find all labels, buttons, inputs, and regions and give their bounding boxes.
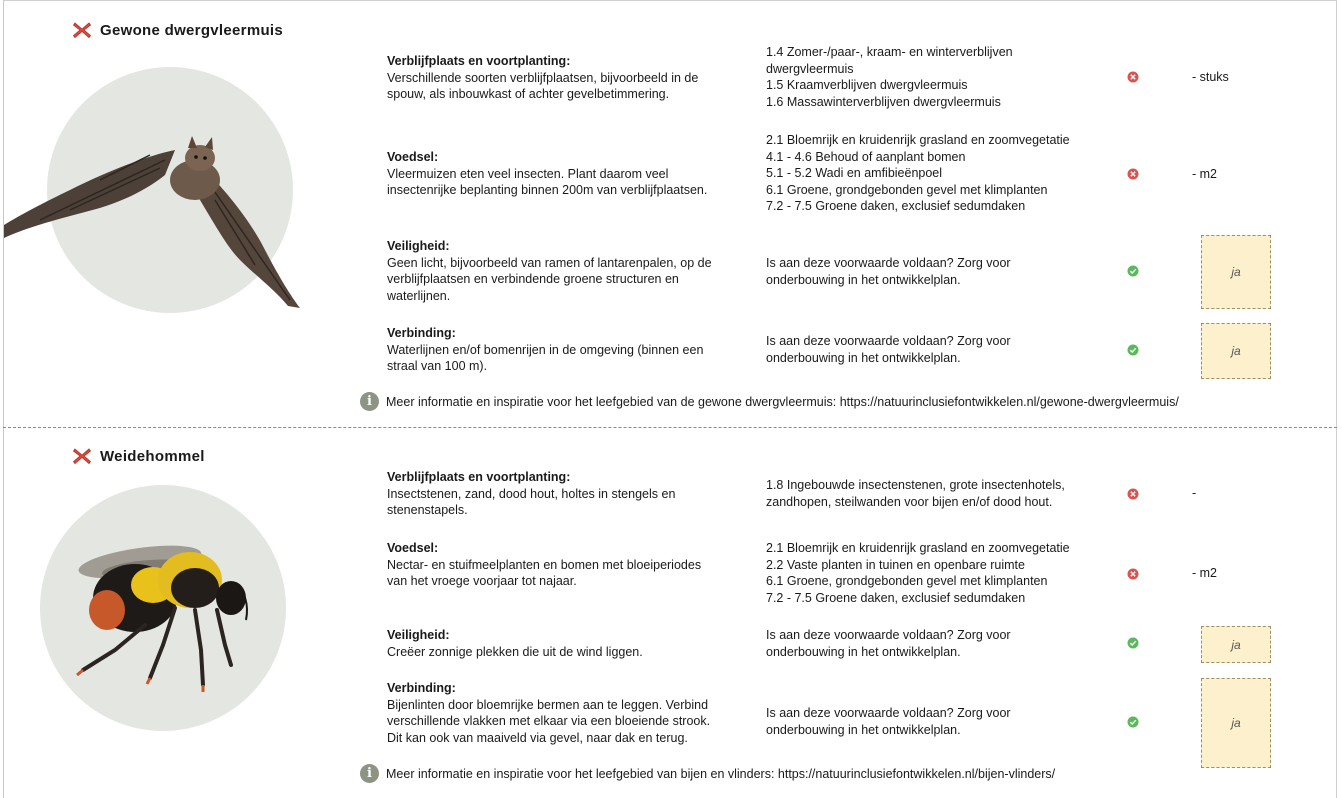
requirement-heading: Verblijfplaats en voortplanting: (387, 470, 571, 484)
requirement-text-line: verblijfplaatsen en verbindende groene structuren en (387, 272, 679, 286)
requirement-text-line: Waterlijnen en/of bomenrijen in de omgeving (binnen een (387, 342, 704, 357)
green-circle-check-icon (1127, 265, 1139, 277)
measure-item: onderbouwing in het ontwikkelplan. (766, 644, 961, 659)
measure-item: 5.1 - 5.2 Wadi en amfibieënpoel (766, 166, 943, 180)
unit-value: - (1192, 486, 1197, 500)
measure-item: zandhopen, steilwanden voor bijen en/of dood hout. (766, 494, 1053, 509)
requirement-text-line: insectenrijke beplanting binnen 200m van verblijfplaatsen. (387, 183, 708, 197)
measure-item: onderbouwing in het ontwikkelplan. (766, 350, 961, 365)
info-line (360, 392, 1179, 411)
red-x-icon (72, 21, 92, 39)
measure-item: Is aan deze voorwaarde voldaan? Zorg voor (766, 706, 1011, 720)
unit-value: - m2 (1192, 167, 1217, 181)
requirement-veiligheid (387, 238, 757, 304)
requirement-text-line: Dit kan ook van maaiveld via gevel, naar dak en terug. (387, 730, 688, 745)
red-circle-x-icon (1127, 568, 1139, 580)
measures-list (766, 255, 1106, 288)
red-circle-x-icon (1127, 71, 1139, 83)
answer-input[interactable]: ja (1201, 626, 1271, 663)
requirement-voedsel (387, 540, 757, 590)
unit-value: - m2 (1192, 566, 1217, 580)
measure-item: 6.1 Groene, grondgebonden gevel met klimplanten (766, 182, 1048, 197)
requirement-text-line: Verschillende soorten verblijfplaatsen, bijvoorbeeld in de (387, 70, 699, 85)
requirement-heading: Veiligheid: (387, 239, 450, 253)
measure-item: onderbouwing in het ontwikkelplan. (766, 722, 961, 737)
measure-item: onderbouwing in het ontwikkelplan. (766, 272, 961, 287)
requirement-text-line: Geen licht, bijvoorbeeld van ramen of lantarenpalen, op de (387, 255, 712, 270)
info-icon: i (360, 764, 379, 783)
green-circle-check-icon (1127, 637, 1139, 649)
measure-item: 1.8 Ingebouwde insectenstenen, grote insectenhotels, (766, 478, 1065, 492)
measure-item: dwergvleermuis (766, 61, 854, 76)
species-section-weidehommel (0, 428, 1342, 798)
requirement-voedsel (387, 149, 757, 199)
requirement-text-line: van het vroege voorjaar tot najaar. (387, 574, 577, 588)
section-title: Weidehommel (100, 447, 205, 465)
requirement-text-line: Bijenlinten door bloemrijke bermen aan te leggen. Verbind (387, 697, 709, 712)
requirement-heading: Verblijfplaats en voortplanting: (387, 54, 571, 68)
green-circle-check-icon (1127, 716, 1139, 728)
requirement-text-line: spouw, als inbouwkast of achter gevelbetimmering. (387, 87, 670, 101)
measure-item: Is aan deze voorwaarde voldaan? Zorg voor (766, 628, 1011, 642)
measures-list (766, 333, 1106, 366)
requirement-heading: Verbinding: (387, 326, 456, 340)
measure-item: 1.6 Massawinterverblijven dwergvleermuis (766, 94, 1001, 109)
info-text[interactable]: Meer informatie en inspiratie voor het leefgebied van de gewone dwergvleermuis: https://natuurinclusiefontwikkelen.nl/gewone-dwergvleermuis/ (386, 394, 1179, 409)
requirement-text-line: verschillende vlakken met elkaar via een bloeiende strook. (387, 714, 711, 728)
answer-input[interactable]: ja (1201, 235, 1271, 309)
requirement-verbinding (387, 325, 757, 375)
section-title-row (72, 21, 283, 39)
requirement-text-line: Insectstenen, zand, dood hout, holtes in stengels en (387, 486, 676, 501)
measures-list (766, 627, 1106, 660)
red-circle-x-icon (1127, 488, 1139, 500)
requirement-veiligheid (387, 627, 757, 660)
measure-item: Is aan deze voorwaarde voldaan? Zorg voor (766, 334, 1011, 348)
info-text[interactable]: Meer informatie en inspiratie voor het leefgebied van bijen en vlinders: https://natuurinclusiefontwikkelen.nl/bijen-vlinders/ (386, 766, 1056, 781)
measure-item: 1.5 Kraamverblijven dwergvleermuis (766, 78, 968, 92)
requirement-heading: Veiligheid: (387, 628, 450, 642)
measure-item: 7.2 - 7.5 Groene daken, exclusief sedumdaken (766, 199, 1026, 213)
requirement-text-line: straal van 100 m). (387, 359, 488, 373)
requirement-verblijfplaats (387, 53, 757, 103)
measure-item: 2.1 Bloemrijk en kruidenrijk grasland en zoomvegetatie (766, 541, 1070, 555)
bumblebee-photo (35, 480, 295, 740)
section-title: Gewone dwergvleermuis (100, 21, 284, 39)
red-circle-x-icon (1127, 168, 1139, 180)
measures-list (766, 705, 1106, 738)
measures-list (766, 132, 1106, 215)
requirement-text-line: Nectar- en stuifmeelplanten en bomen met bloeiperiodes (387, 557, 702, 572)
requirement-text-line: Creëer zonnige plekken die uit de wind liggen. (387, 644, 643, 659)
unit-value: - stuks (1192, 70, 1229, 84)
requirement-verblijfplaats (387, 469, 757, 519)
requirement-text-line: stenenstapels. (387, 503, 468, 517)
red-x-icon (72, 447, 92, 465)
green-circle-check-icon (1127, 344, 1139, 356)
measure-item: Is aan deze voorwaarde voldaan? Zorg voor (766, 256, 1011, 270)
answer-input[interactable]: ja (1201, 678, 1271, 768)
measure-item: 6.1 Groene, grondgebonden gevel met klimplanten (766, 574, 1048, 588)
measures-list (766, 44, 1106, 110)
measure-item: 7.2 - 7.5 Groene daken, exclusief sedumdaken (766, 590, 1026, 605)
section-title-row (72, 447, 205, 465)
requirement-heading: Voedsel: (387, 541, 439, 555)
requirement-heading: Verbinding: (387, 681, 456, 695)
measure-item: 4.1 - 4.6 Behoud of aanplant bomen (766, 149, 966, 164)
requirement-heading: Voedsel: (387, 150, 439, 164)
info-icon: i (360, 392, 379, 411)
measure-item: 2.2 Vaste planten in tuinen en openbare ruimte (766, 557, 1025, 572)
requirement-verbinding (387, 680, 757, 746)
bat-photo (0, 60, 310, 320)
requirement-text-line: waterlijnen. (387, 288, 451, 303)
measures-list (766, 540, 1106, 606)
measure-item: 2.1 Bloemrijk en kruidenrijk grasland en zoomvegetatie (766, 133, 1070, 147)
measure-item: 1.4 Zomer-/paar-, kraam- en winterverblijven (766, 45, 1013, 59)
info-line (360, 764, 1055, 783)
answer-input[interactable]: ja (1201, 323, 1271, 379)
measures-list (766, 477, 1106, 510)
requirement-text-line: Vleermuizen eten veel insecten. Plant daarom veel (387, 166, 669, 181)
